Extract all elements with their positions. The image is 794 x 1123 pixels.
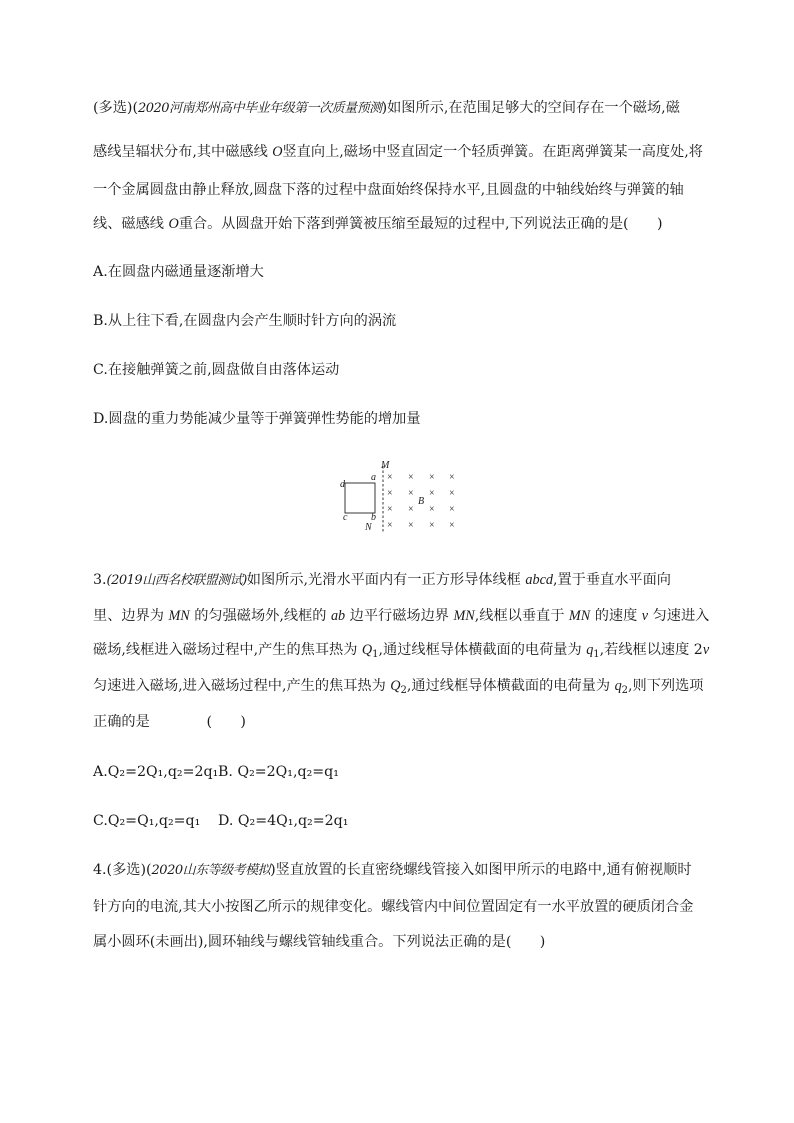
q3-text-4b: ,通过线框导体横截面的电荷量为 xyxy=(406,678,615,694)
q2-symbol-O: O xyxy=(272,144,283,160)
q3-text-2a: 里、边界为 xyxy=(93,608,169,624)
q3-text-2f: 匀速进入 xyxy=(648,608,710,624)
q2-option-b: B.从上往下看,在圆盘内会产生顺时针方向的涡流 xyxy=(93,313,397,329)
square-loop xyxy=(345,483,375,513)
q3-symbol-MN3: MN xyxy=(568,608,591,624)
q3-line-3 xyxy=(93,640,709,660)
q4-source: 2020山东等级考模拟 xyxy=(151,863,271,878)
q4-line-2: 针方向的电流,其大小按图乙所示的规律变化。螺线管内中间位置固定有一水平放置的硬质闭合金 xyxy=(93,899,694,915)
cross: × xyxy=(408,488,414,499)
cross: × xyxy=(449,472,455,483)
q4-text-1: )竖直放置的长直密绕螺线管接入如图甲所示的电路中,通有俯视顺时 xyxy=(270,862,692,878)
q2-symbol-O2: O xyxy=(168,216,179,232)
q2-prefix: (多选)( xyxy=(93,100,138,116)
q4-line-1 xyxy=(93,860,692,881)
cross: × xyxy=(408,520,414,531)
q3-text-3b: ,通过线框导体横截面的电荷量为 xyxy=(378,642,587,658)
cross: × xyxy=(429,520,435,531)
q3-line-5: 正确的是 ( ) xyxy=(93,714,246,730)
label-M: M xyxy=(381,460,390,471)
q2-line-3: 一个金属圆盘由静止释放,圆盘下落的过程中盘面始终保持水平,且圆盘的中轴线始终与弹簧的轴 xyxy=(93,182,684,198)
q2-text-2b: 竖直向上,磁场中竖直固定一个轻质弹簧。在距离弹簧某一高度处,将 xyxy=(282,144,703,160)
q3-text-2b: 的匀强磁场外,线框的 xyxy=(189,608,331,624)
cross: × xyxy=(387,488,393,499)
q3-text-3a: 磁场,线框进入磁场过程中,产生的焦耳热为 xyxy=(93,642,362,658)
q3-symbol-ab: ab xyxy=(330,608,346,624)
cross: × xyxy=(429,488,435,499)
label-d: d xyxy=(340,479,345,490)
q3-option-d: D. Q₂=4Q₁,q₂=2q₁ xyxy=(218,813,349,829)
cross: × xyxy=(449,504,455,515)
q2-option-d: D.圆盘的重力势能减少量等于弹簧弹性势能的增加量 xyxy=(93,411,421,427)
cross: × xyxy=(408,472,414,483)
q2-text-4a: 线、磁感线 xyxy=(93,216,169,232)
q2-option-c: C.在接触弹簧之前,圆盘做自由落体运动 xyxy=(93,362,340,378)
q4-number: 4. xyxy=(93,862,107,878)
magnetic-field-figure xyxy=(335,458,465,540)
q3-line-1 xyxy=(93,570,671,591)
q3-sub-4: 2 xyxy=(621,685,629,696)
cross: × xyxy=(449,520,455,531)
q3-number: 3. xyxy=(93,572,107,588)
q3-option-b: B. Q₂=2Q₁,q₂=q₁ xyxy=(218,764,339,780)
q3-line-2 xyxy=(93,606,709,626)
label-B: B xyxy=(418,496,425,507)
cross: × xyxy=(387,504,393,515)
q3-symbol-q2: q xyxy=(614,678,622,694)
cross: × xyxy=(408,504,414,515)
q3-text-4a: 匀速进入磁场,进入磁场过程中,产生的焦耳热为 xyxy=(93,678,391,694)
q2-text-4b: 重合。从圆盘开始下落到弹簧被压缩至最短的过程中,下列说法正确的是( ) xyxy=(178,216,663,232)
q2-option-a: A.在圆盘内磁通量逐渐增大 xyxy=(93,264,264,280)
cross: × xyxy=(449,488,455,499)
q2-line-1 xyxy=(93,98,680,119)
q3-text-1a: 如图所示,光滑水平面内有一正方形导体线框 xyxy=(246,572,526,588)
q3-symbol-v2: v xyxy=(702,642,710,658)
q3-text-2c: 边平行磁场边界 xyxy=(345,608,454,624)
q2-text-2a: 感线呈辐状分布,其中磁感线 xyxy=(93,144,273,160)
cross: × xyxy=(387,472,393,483)
q3-source: (2019山西名校联盟测试) xyxy=(106,573,247,588)
q4-line-3: 属小圆环(未画出),圆环轴线与螺线管轴线重合。下列说法正确的是( ) xyxy=(93,934,546,950)
q3-option-c: C.Q₂=Q₁,q₂=q₁ xyxy=(93,813,201,829)
cross: × xyxy=(429,472,435,483)
cross: × xyxy=(387,520,393,531)
q3-option-a: A.Q₂=2Q₁,q₂=2q₁ xyxy=(93,764,219,780)
label-b: b xyxy=(371,512,376,523)
q3-symbol-MN2: MN xyxy=(453,608,475,624)
q3-text-3c: ,若线框以速度 2 xyxy=(599,642,703,658)
q3-symbol-q1: q xyxy=(586,642,594,658)
q2-source: 2020河南郑州高中毕业年级第一次质量预测 xyxy=(137,101,382,116)
q2-line-2 xyxy=(93,142,703,162)
q3-text-4c: ,则下列选项 xyxy=(628,678,704,694)
q4-prefix: (多选)( xyxy=(106,862,152,878)
q3-symbol-v: v xyxy=(641,608,649,624)
q3-sub-3: 2 xyxy=(400,685,407,696)
q3-symbol-abcd: abcd xyxy=(525,572,553,588)
label-a: a xyxy=(371,472,376,483)
label-c: c xyxy=(343,512,348,523)
q3-sub-2: 1 xyxy=(593,649,600,660)
q3-sub-1: 1 xyxy=(372,649,379,660)
q3-text-1b: ,置于垂直水平面向 xyxy=(552,572,671,588)
q3-symbol-MN: MN xyxy=(168,608,190,624)
cross: × xyxy=(429,504,435,515)
q3-symbol-Q1: Q xyxy=(361,642,373,658)
q3-text-2e: 的速度 xyxy=(590,608,642,624)
q3-symbol-Q2: Q xyxy=(390,678,401,694)
label-N: N xyxy=(365,522,372,533)
q3-line-4 xyxy=(93,676,703,696)
q2-text-1: )如图所示,在范围足够大的空间存在一个磁场,磁 xyxy=(381,100,680,116)
q2-line-4 xyxy=(93,214,662,234)
q3-text-2d: ,线框以垂直于 xyxy=(474,608,569,624)
